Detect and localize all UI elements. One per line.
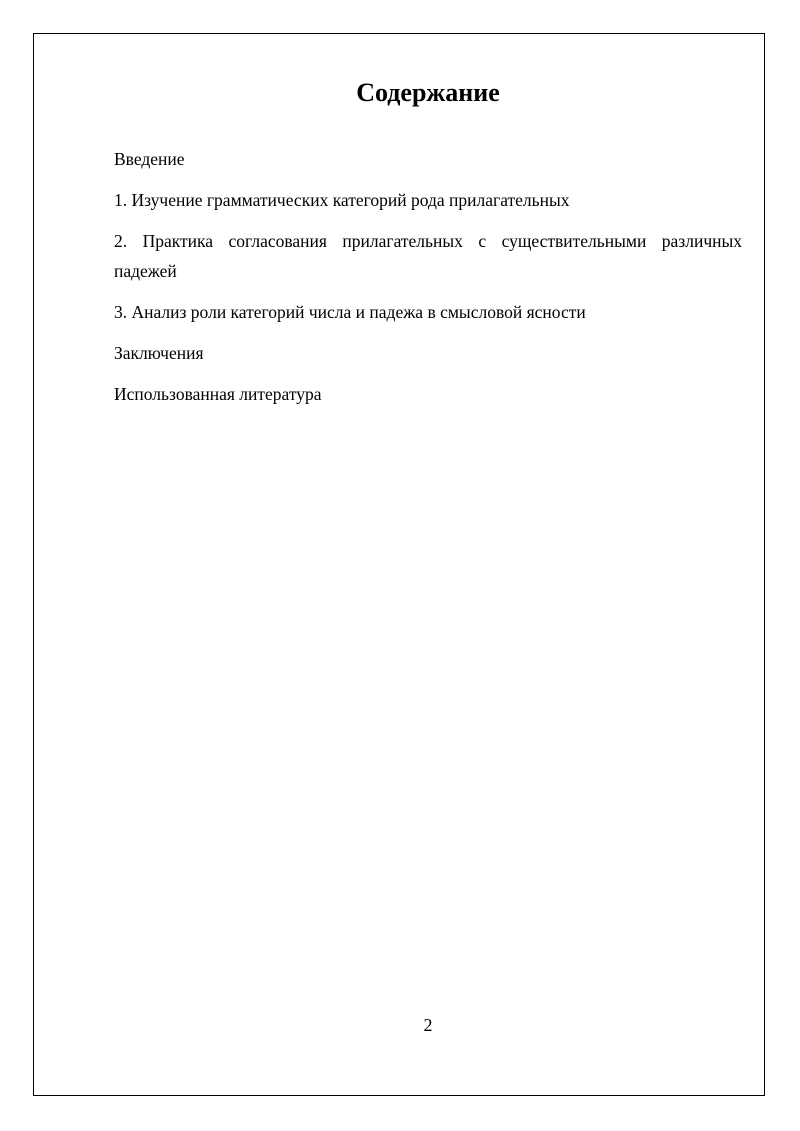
page-title: Содержание — [356, 78, 500, 107]
toc-item-conclusion: Заключения — [114, 343, 204, 363]
toc-item-chapter-2: 2. Практика согласования прилагательных с существительными различных падежей — [114, 231, 742, 281]
toc-item-chapter-1: 1. Изучение грамматических категорий рода прилагательных — [114, 190, 570, 210]
toc-item-introduction: Введение — [114, 149, 185, 169]
toc-item-chapter-3: 3. Анализ роли категорий числа и падежа в смысловой ясности — [114, 302, 586, 322]
page-number: 2 — [423, 1015, 433, 1035]
toc-item-references: Использованная литература — [114, 384, 322, 404]
table-of-contents — [114, 144, 742, 420]
